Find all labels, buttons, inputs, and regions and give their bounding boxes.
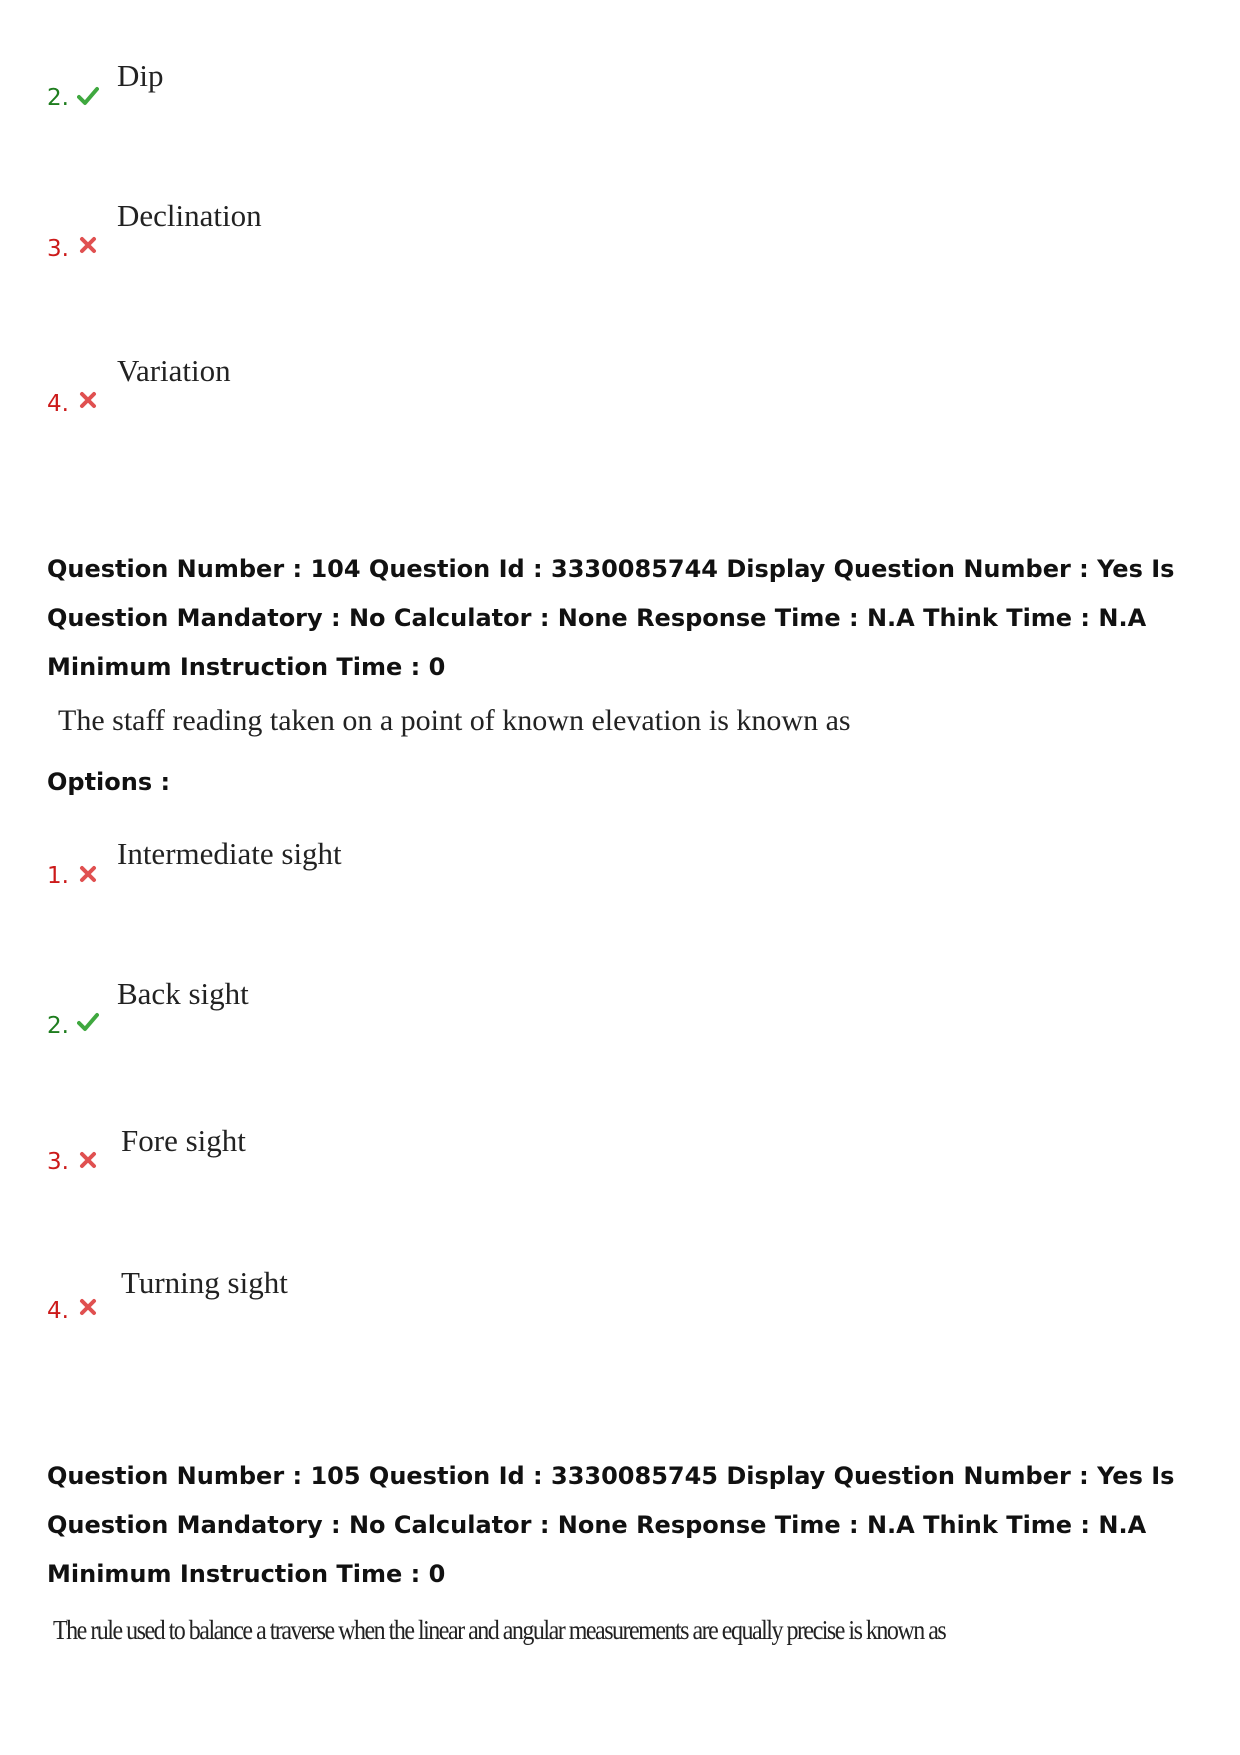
option-text: Fore sight [121, 1123, 246, 1158]
cross-icon [77, 1296, 99, 1318]
question-text: The staff reading taken on a point of known elevation is known as [58, 704, 851, 737]
check-icon [77, 85, 99, 107]
cross-icon [77, 389, 99, 411]
option-text: Intermediate sight [117, 836, 342, 871]
cross-icon [77, 1149, 99, 1171]
option-number: 1. [47, 863, 69, 889]
option-text: Back sight [117, 976, 249, 1011]
option-text: Declination [117, 198, 262, 233]
option-text: Dip [117, 58, 164, 93]
option-number: 4. [47, 391, 69, 417]
cross-icon [77, 234, 99, 256]
option-number: 2. [47, 85, 69, 111]
question-header: Question Number : 105 Question Id : 3330085745 Display Question Number : Yes Is Question Mandatory : No Calculator : None Response Time : N.A Think Time : N.A Minimum Instruction Time : 0 [47, 1462, 1175, 1588]
cross-icon [77, 863, 99, 885]
question-text: The rule used to balance a traverse when the linear and angular measurements are equally precise is known as [53, 1616, 946, 1646]
question-header: Question Number : 104 Question Id : 3330085744 Display Question Number : Yes Is Question Mandatory : No Calculator : None Response Time : N.A Think Time : N.A Minimum Instruction Time : 0 [47, 555, 1175, 681]
option-text: Variation [117, 353, 231, 388]
options-label: Options : [47, 768, 171, 796]
check-icon [77, 1011, 99, 1033]
option-number: 4. [47, 1298, 69, 1324]
option-text: Turning sight [121, 1265, 288, 1300]
option-number: 3. [47, 236, 69, 262]
option-number: 2. [47, 1013, 69, 1039]
option-number: 3. [47, 1149, 69, 1175]
